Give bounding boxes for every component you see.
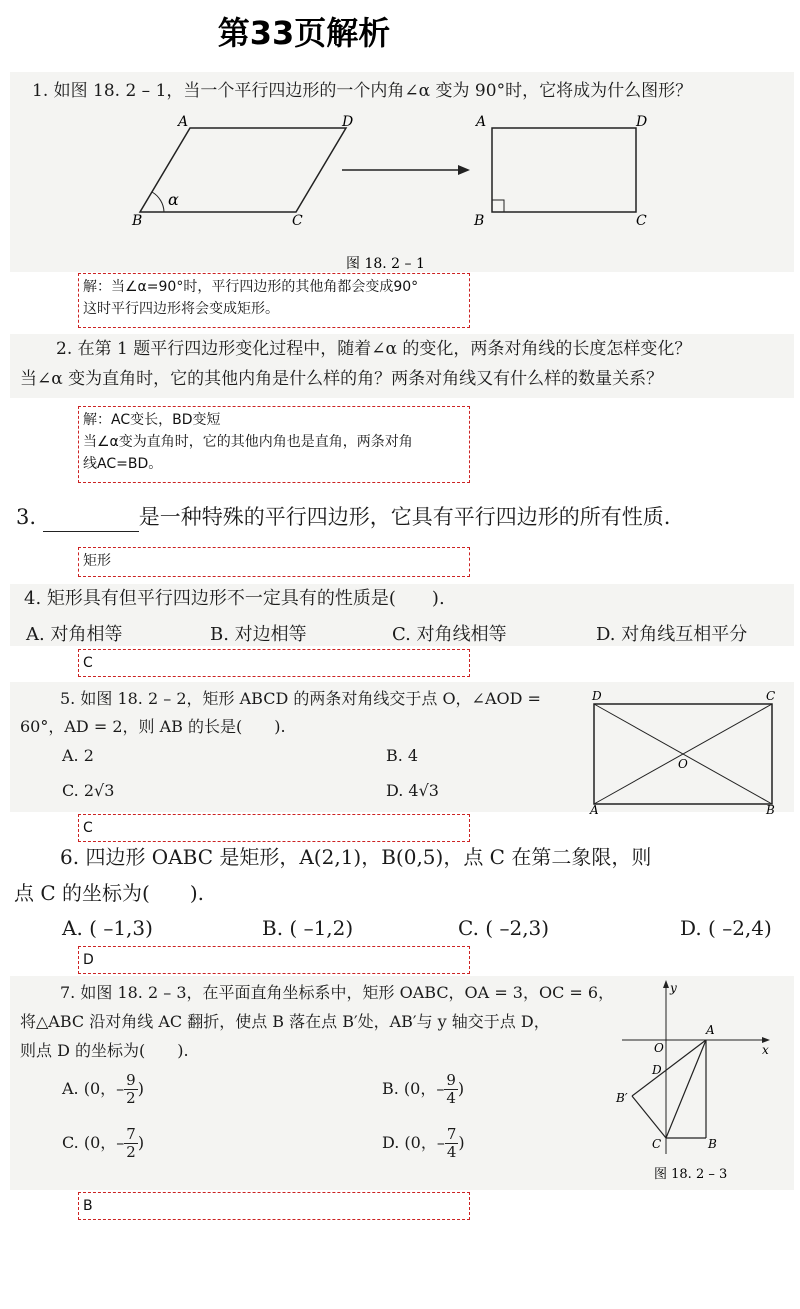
label-d: D (592, 689, 602, 703)
question-5-text: 5. 如图 18. 2 – 2，矩形 ABCD 的两条对角线交于点 O，∠AOD = (60, 689, 541, 708)
question-7-text: 则点 D 的坐标为( ). (20, 1041, 189, 1060)
option-b: B. 对边相等 (210, 624, 307, 645)
option-c: C. 对角线相等 (392, 624, 507, 645)
question-6-text: 点 C 的坐标为( ). (14, 881, 204, 905)
option-c: C. ( –2,3) (458, 916, 550, 940)
label-a: A (706, 1023, 715, 1037)
label-c-rect: C (636, 213, 647, 229)
answer-line: B (83, 1198, 93, 1214)
figure-18-2-1 (120, 108, 680, 274)
close-paren: ) (137, 1079, 144, 1098)
question-body: 是一种特殊的平行四边形，它具有平行四边形的所有性质. (138, 505, 671, 529)
answer-line: C (83, 820, 93, 836)
option-d: D. ( –2,4) (680, 916, 772, 940)
answer-box-3 (78, 547, 470, 577)
answer-box-7 (78, 1192, 470, 1220)
label-c: C (766, 689, 776, 703)
question-1-text: 1. 如图 18. 2 – 1，当一个平行四边形的一个内角∠α 变为 90°时，它将成为什么图形？ (32, 81, 693, 101)
label-alpha: α (168, 190, 179, 209)
question-2-text: 当∠α 变为直角时，它的其他内角是什么样的角？两条对角线又有什么样的数量关系？ (20, 369, 664, 389)
label-d: D (342, 114, 354, 130)
answer-line: 解：AC变长，BD变短 (83, 412, 221, 428)
answer-line: 这时平行四边形将会变成矩形。 (83, 301, 279, 317)
question-3-text (16, 502, 670, 532)
option-d: D. 4√3 (386, 781, 439, 800)
question-7-text: 将△ABC 沿对角线 AC 翻折，使点 B 落在点 B′处，AB′与 y 轴交于点 D， (20, 1012, 550, 1031)
option-a: A. ( –1,3) (62, 916, 153, 940)
question-number: 3. (16, 505, 37, 529)
fraction (124, 1072, 138, 1107)
numerator: 9 (446, 1071, 456, 1089)
option-c (62, 1126, 144, 1161)
answer-line: 线AC=BD。 (83, 456, 163, 472)
numerator: 7 (446, 1125, 457, 1143)
option-b: B. 4 (386, 746, 419, 765)
figure-18-2-3 (610, 978, 790, 1188)
question-6-text: 6. 四边形 OABC 是矩形，A(2,1)，B(0,5)，点 C 在第二象限，则 (60, 845, 652, 869)
label-d-rect: D (636, 114, 648, 130)
label-a: A (178, 114, 189, 130)
label-b: B (132, 213, 143, 229)
numerator: 7 (126, 1125, 136, 1143)
close-paren: ) (457, 1079, 465, 1098)
denominator: 2 (126, 1089, 136, 1107)
question-7-text: 7. 如图 18. 2 – 3，在平面直角坐标系中，矩形 OABC，OA = 3，OC = 6， (60, 983, 615, 1002)
answer-box-6 (78, 946, 470, 974)
option-a: A. 对角相等 (26, 624, 123, 645)
answer-line: D (83, 952, 94, 968)
option-d (382, 1126, 465, 1161)
label-c: C (292, 213, 303, 229)
fill-blank (43, 509, 139, 532)
denominator: 4 (446, 1089, 456, 1107)
option-d-prefix: D. (0，– (382, 1133, 445, 1152)
label-b-prime: B′ (616, 1091, 628, 1105)
answer-box-5 (78, 814, 470, 842)
option-c-prefix: C. (0，– (62, 1133, 125, 1152)
label-a: A (590, 803, 599, 814)
answer-line: 解：当∠α=90°时，平行四边形的其他角都会变成90° (83, 279, 419, 295)
figure-18-2-2 (588, 686, 788, 814)
figure-caption: 图 18. 2 – 3 (654, 1167, 728, 1182)
close-paren: ) (458, 1133, 465, 1152)
question-4-text: 4. 矩形具有但平行四边形不一定具有的性质是( ). (24, 588, 445, 609)
option-b-prefix: B. (0，– (382, 1079, 445, 1098)
label-y: y (670, 981, 677, 995)
option-a: A. 2 (62, 746, 94, 765)
question-2-text: 2. 在第 1 题平行四边形变化过程中，随着∠α 的变化，两条对角线的长度怎样变化？ (56, 339, 692, 359)
question-5-text: 60°，AD = 2，则 AB 的长是( ). (20, 717, 286, 736)
fraction (124, 1126, 138, 1161)
label-c: C (652, 1137, 662, 1151)
option-d: D. 对角线互相平分 (596, 624, 748, 645)
option-a (62, 1072, 144, 1107)
page-title: 第33页解析 (217, 14, 391, 52)
label-o: O (678, 757, 688, 771)
fraction (444, 1072, 458, 1107)
label-b-rect: B (474, 213, 485, 229)
answer-box-1 (78, 273, 470, 328)
fraction (445, 1126, 459, 1161)
label-b: B (708, 1137, 717, 1151)
close-paren: ) (137, 1133, 145, 1152)
answer-line: 当∠α变为直角时，它的其他内角也是直角，两条对角 (83, 434, 413, 450)
denominator: 2 (126, 1143, 136, 1161)
answer-line: C (83, 655, 93, 671)
option-b: B. ( –1,2) (262, 916, 354, 940)
numerator: 9 (126, 1071, 136, 1089)
answer-box-2 (78, 406, 470, 483)
label-b: B (766, 803, 775, 814)
answer-box-4 (78, 649, 470, 677)
option-b (382, 1072, 464, 1107)
label-o: O (654, 1041, 664, 1055)
label-x: x (762, 1043, 769, 1057)
denominator: 4 (446, 1143, 457, 1161)
figure-caption: 图 18. 2 – 1 (346, 256, 425, 272)
option-a-prefix: A. (0，– (62, 1079, 125, 1098)
answer-line: 矩形 (83, 553, 111, 569)
label-a-rect: A (476, 114, 487, 130)
option-c: C. 2√3 (62, 781, 115, 800)
label-d: D (652, 1063, 662, 1077)
